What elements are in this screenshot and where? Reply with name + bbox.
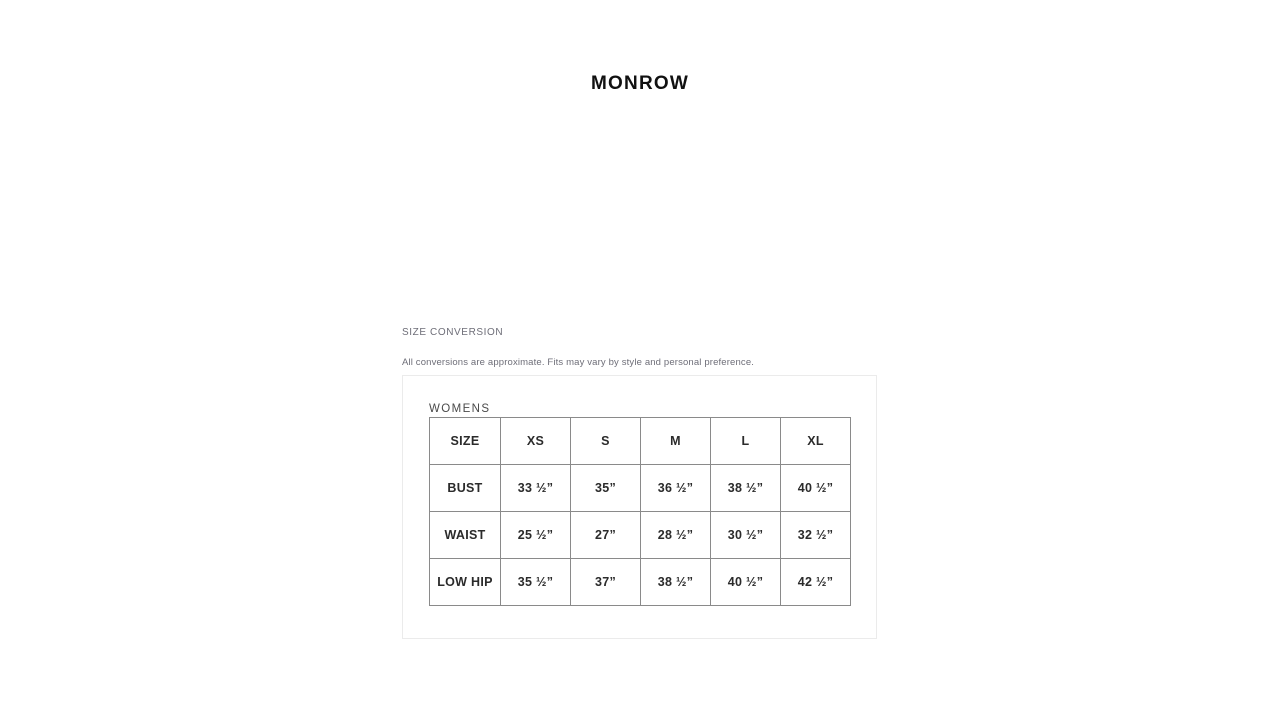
column-header-size: SIZE [430, 418, 501, 465]
disclaimer-text: All conversions are approximate. Fits may vary by style and personal preference. [402, 357, 755, 368]
table-row-low-hip [430, 559, 851, 606]
table-cell: 25 ½” [501, 512, 571, 559]
column-header-l: L [711, 418, 781, 465]
table-header-row [430, 418, 851, 465]
table-cell: 30 ½” [711, 512, 781, 559]
size-chart-panel [402, 375, 877, 639]
brand-logo[interactable]: MONROW [591, 73, 689, 94]
row-label-bust: BUST [430, 465, 501, 512]
row-label-waist: WAIST [430, 512, 501, 559]
column-header-m: M [641, 418, 711, 465]
womens-size-table [429, 417, 851, 606]
column-header-xl: XL [781, 418, 851, 465]
column-header-xs: XS [501, 418, 571, 465]
table-row-bust [430, 465, 851, 512]
column-header-s: S [571, 418, 641, 465]
table-cell: 40 ½” [711, 559, 781, 606]
table-cell: 35 ½” [501, 559, 571, 606]
table-cell: 28 ½” [641, 512, 711, 559]
table-cell: 32 ½” [781, 512, 851, 559]
table-cell: 36 ½” [641, 465, 711, 512]
page-title: SIZE CONVERSION [402, 327, 504, 338]
size-conversion-section [402, 327, 882, 639]
womens-chart-label: WOMENS [429, 403, 491, 415]
row-label-low-hip: LOW HIP [430, 559, 501, 606]
table-cell: 38 ½” [641, 559, 711, 606]
table-cell: 27” [571, 512, 641, 559]
table-cell: 37” [571, 559, 641, 606]
table-cell: 42 ½” [781, 559, 851, 606]
table-cell: 38 ½” [711, 465, 781, 512]
table-row-waist [430, 512, 851, 559]
site-header [0, 73, 1280, 95]
table-cell: 40 ½” [781, 465, 851, 512]
table-cell: 33 ½” [501, 465, 571, 512]
table-cell: 35” [571, 465, 641, 512]
